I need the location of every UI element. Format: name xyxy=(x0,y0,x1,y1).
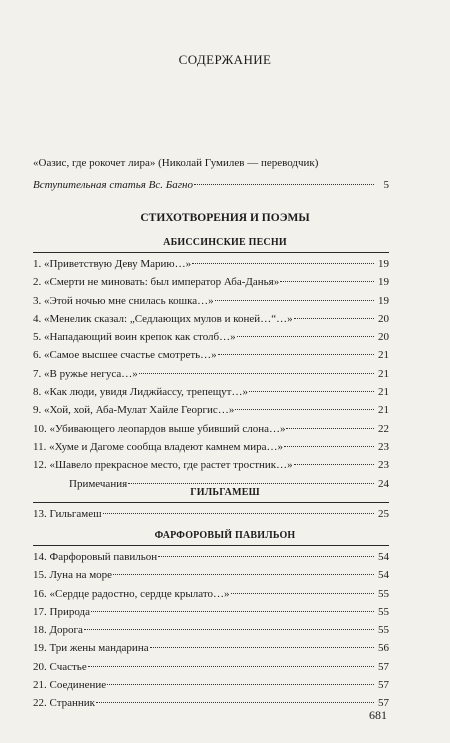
toc-entry-label: 9. «Хой, хой, Аба-Мулат Хайле Георгис…» xyxy=(33,404,235,417)
toc-entry-label: 17. Природа xyxy=(33,605,90,618)
toc-entry-label: 2. «Смерти не миновать: был император Аба-Данья» xyxy=(33,276,280,289)
toc-entry-page: 19 xyxy=(378,294,389,307)
abyssinian-heading: АБИССИНСКИЕ ПЕСНИ xyxy=(163,237,287,248)
leader-dots xyxy=(103,500,374,514)
toc-entry-page: 21 xyxy=(378,386,389,399)
leader-dots xyxy=(128,470,374,484)
toc-entry-label: 18. Дорога xyxy=(33,624,83,637)
leader-dots xyxy=(150,634,374,648)
toc-entry-label: 5. «Нападающий воин крепок как столб…» xyxy=(33,331,236,344)
toc-entry-page: 22 xyxy=(378,422,389,435)
toc-entry-page: 20 xyxy=(378,312,389,325)
leader-dots xyxy=(139,360,374,374)
toc-entry-page: 55 xyxy=(378,587,389,600)
toc-entry-page: 19 xyxy=(378,276,389,289)
leader-dots xyxy=(284,433,374,447)
intro-line: «Оазис, где рокочет лира» (Николай Гумилев — переводчик) xyxy=(33,157,319,169)
toc-entry-label: 7. «В ружье негуса…» xyxy=(33,367,138,380)
toc-entry-page: 23 xyxy=(378,459,389,472)
intro-entry xyxy=(33,174,389,190)
porcelain-heading: ФАРФОРОВЫЙ ПАВИЛЬОН xyxy=(154,530,296,541)
section-title: СТИХОТВОРЕНИЯ И ПОЭМЫ xyxy=(140,212,310,224)
toc-entry-page: 55 xyxy=(378,605,389,618)
page-number: 681 xyxy=(369,708,387,722)
toc-entry-label: 1. «Приветствую Деву Марию…» xyxy=(33,258,192,270)
page-title: СОДЕРЖАНИЕ xyxy=(178,52,272,67)
intro-entry-label: Вступительная статья Вс. Багно xyxy=(33,179,193,191)
leader-dots xyxy=(192,250,374,264)
toc-entry-label: 12. «Шавело прекрасное место, где растет тростник…» xyxy=(33,459,293,472)
leader-dots xyxy=(158,543,374,557)
leader-dots xyxy=(231,580,374,594)
toc-entry-page: 23 xyxy=(378,440,389,453)
leader-dots xyxy=(88,653,374,667)
leader-dots xyxy=(107,671,374,685)
gilgamesh-list xyxy=(33,503,389,521)
toc-entry-label: 16. «Сердце радостно, сердце крылато…» xyxy=(33,587,230,600)
toc-entry-label: 6. «Самое высшее счастье смотреть…» xyxy=(33,349,217,362)
leader-dots xyxy=(237,323,374,337)
toc-entry-label: 13. Гильгамеш xyxy=(33,508,102,520)
toc-entry-label: 19. Три жены мандарина xyxy=(33,642,149,655)
leader-dots xyxy=(249,378,374,392)
toc-entry-label: 14. Фарфоровый павильон xyxy=(33,551,158,563)
toc-entry-page: 21 xyxy=(378,367,389,380)
toc-entry-label: 22. Странник xyxy=(33,697,96,710)
abyssinian-list xyxy=(33,253,389,491)
leader-dots xyxy=(294,305,374,319)
toc-entry-label: 20. Счастье xyxy=(33,660,87,673)
leader-dots xyxy=(218,341,374,355)
leader-dots xyxy=(286,415,374,429)
toc-entry-label: 15. Луна на море xyxy=(33,569,113,582)
toc-entry-page: 57 xyxy=(378,660,389,673)
toc-entry-label: 10. «Убивающего леопардов выше убивший слона…» xyxy=(33,422,286,435)
leader-dots xyxy=(194,171,374,185)
toc-entry-page: 24 xyxy=(378,477,389,490)
toc-entry-page: 19 xyxy=(378,258,389,270)
toc-entry-page: 25 xyxy=(378,508,389,520)
leader-dots xyxy=(235,396,374,410)
toc-entry-label: 4. «Менелик сказал: „Седлающих мулов и коней…“…» xyxy=(33,312,293,325)
toc-entry-page: 20 xyxy=(378,331,389,344)
toc-entry-page: 57 xyxy=(378,679,389,692)
toc-entry xyxy=(33,503,389,521)
porcelain-list xyxy=(33,546,389,711)
toc-entry-label: 21. Соединение xyxy=(33,679,107,692)
leader-dots xyxy=(84,616,374,630)
leader-dots xyxy=(113,561,374,575)
toc-entry-page: 54 xyxy=(378,569,389,582)
toc-entry-page: 21 xyxy=(378,404,389,417)
toc-entry-page: 54 xyxy=(378,551,389,563)
leader-dots xyxy=(96,689,374,703)
leader-dots xyxy=(215,287,374,301)
toc-entry-page: 57 xyxy=(378,697,389,710)
leader-dots xyxy=(294,451,374,465)
toc-entry-label: 3. «Этой ночью мне снилась кошка…» xyxy=(33,294,214,307)
toc-entry-page: 55 xyxy=(378,624,389,637)
gilgamesh-heading: ГИЛЬГАМЕШ xyxy=(190,487,260,498)
toc-entry-page: 21 xyxy=(378,349,389,362)
leader-dots xyxy=(280,268,374,282)
toc-entry-label: 8. «Как люди, увидя Лиджйассу, трепещут…» xyxy=(33,386,248,399)
toc-entry-label: Примечания xyxy=(69,477,128,490)
toc-entry-page: 56 xyxy=(378,642,389,655)
toc-entry xyxy=(33,692,389,710)
leader-dots xyxy=(91,598,374,612)
intro-entry-page: 5 xyxy=(383,179,389,191)
toc-entry-label: 11. «Хуме и Дагоме сообща владеют камнем мира…» xyxy=(33,440,284,453)
